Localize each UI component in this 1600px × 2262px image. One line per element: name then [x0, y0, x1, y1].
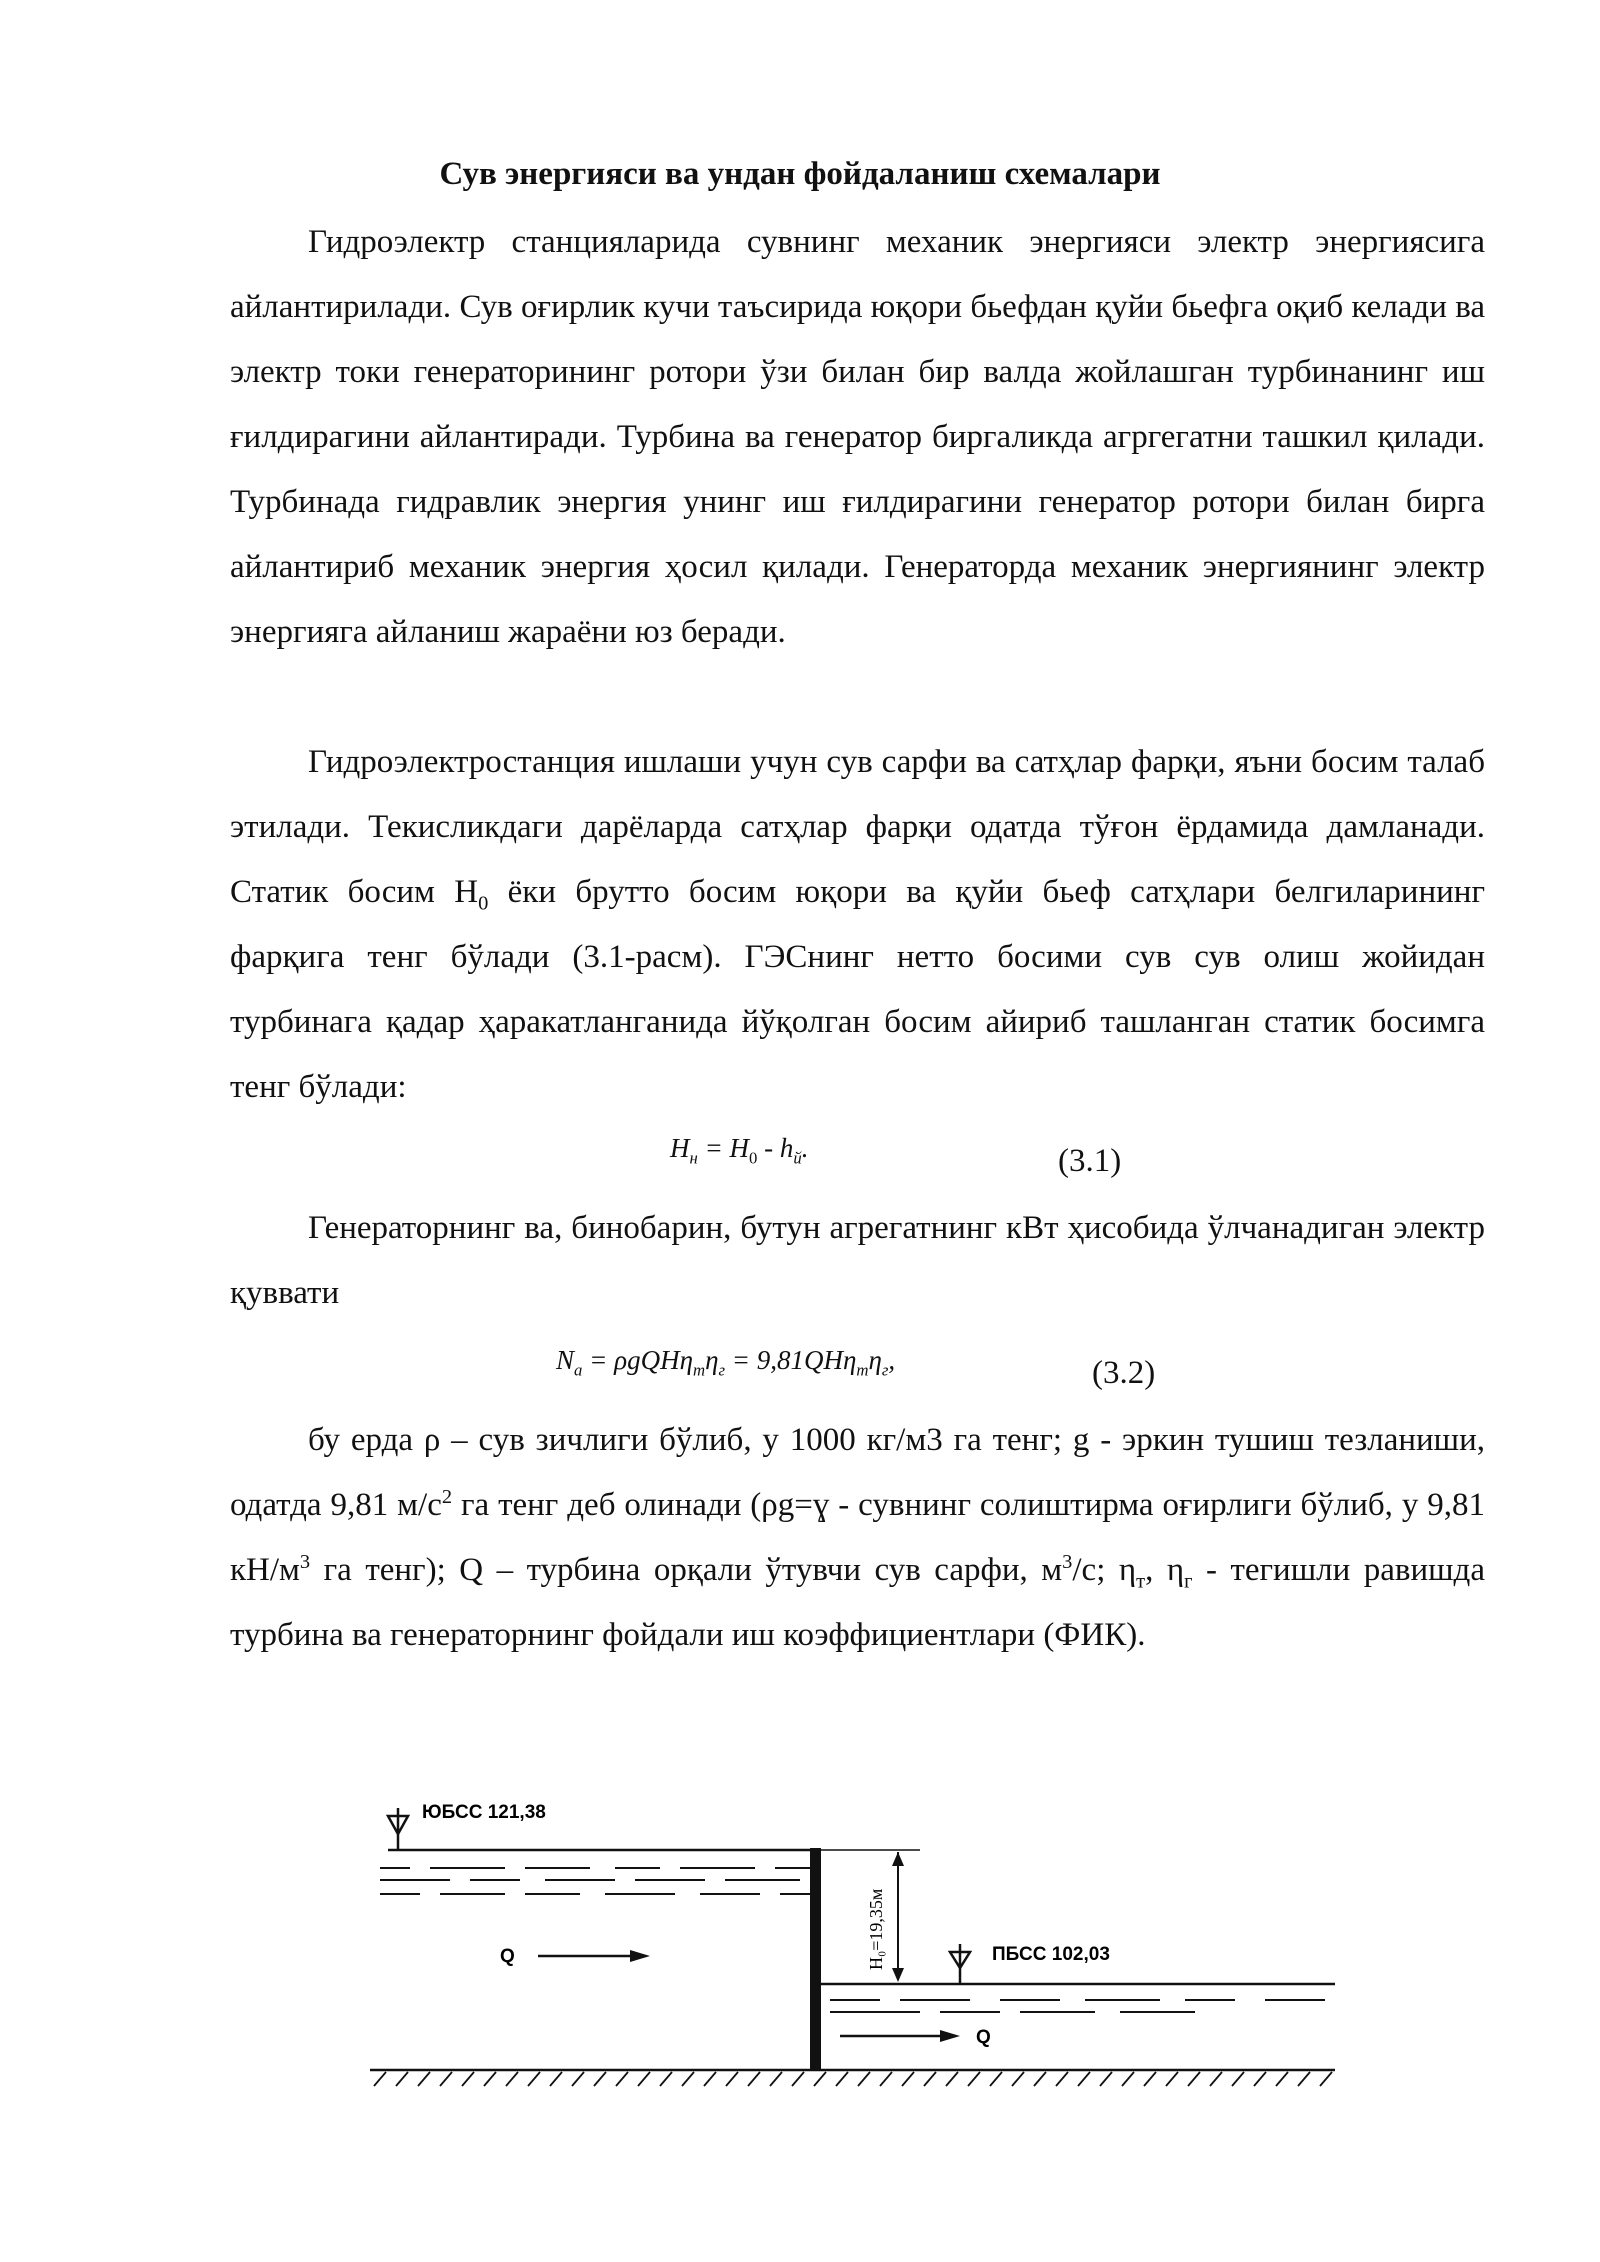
upstream-flow-arrow — [538, 1950, 650, 1962]
equation-number-3-1: (3.1) — [1058, 1143, 1122, 1179]
formula-3-2: $N_а = \rho gQH\eta_т\eta_г = 9,81QH\eta_т\eta_г$, — [556, 1345, 896, 1380]
paragraph-head: Гидроэлектростанция ишлаши учун сув сарфи ва сатҳлар фарқи, яъни босим талаб этилади. Текисликдаги дарёларда сатҳлар фарқи одатда тўғон ёрдамида дамланади. Статик босим $Н_0$ ёки брутто босим юқори ва қуйи бьеф сатҳлари белгиларининг фарқига тенг бўлади (3.1-расм). ГЭСнинг нетто босими сув сув олиш жойидан турбинага қадар ҳаракатланганида йўқолган босим айириб ташланган статик босимга тенг бўлади: — [230, 744, 1485, 1105]
head-label: H₀=19,35м — [866, 1888, 886, 1970]
lower-level-label: ПБСС 102,03 — [992, 1944, 1110, 1965]
downstream-flow-arrow — [840, 2030, 960, 2042]
paragraph-definitions: бу ерда ρ – сув зичлиги бўлиб, у 1000 кг/м3 га тенг; g - эркин тушиш тезланиши, одатда 9,81 $м/с^2$ га тенг деб олинади (ρg=ɣ - сувнинг солиштирма оғирлиги бўлиб, у 9,81 $кН/м^3$ га тенг); Q – турбина орқали ўтувчи сув сарфи, $м^3/с$; $\eta_т$, $\eta_г$ - тегишли равишда турбина ва генераторнинг фойдали иш коэффициентлари (ФИК). — [230, 1422, 1485, 1653]
ground-hatching — [374, 2072, 1332, 2086]
downstream-flow-label: Q — [976, 2027, 991, 2048]
paragraph-power: Генераторнинг ва, бинобарин, бутун агрегатнинг кВт ҳисобида ўлчанадиган электр қуввати — [230, 1210, 1485, 1311]
page-title: Сув энергияси ва ундан фойдаланиш схемалари — [439, 156, 1161, 192]
lower-water-hatching — [830, 2000, 1325, 2012]
dam-scheme-figure — [360, 1780, 1360, 2100]
paragraph-intro: Гидроэлектр станцияларида сувнинг механик энергияси электр энергиясига айлантирилади. Сув оғирлик кучи таъсирида юқори бьефдан қуйи бьефга оқиб келади ва электр токи генераторининг ротори ўзи билан бир валда жойлашган турбинанинг иш ғилдирагини айлантиради. Турбина ва генератор биргаликда агргегатни ташкил қилади. Турбинада гидравлик энергия унинг иш ғилдирагини генератор ротори билан бирга айлантириб механик энергия ҳосил қилади. Генераторда механик энергиянинг электр энергияга айланиш жараёни юз беради. — [230, 224, 1485, 650]
formula-3-1: $H_н = H_0 - h_й$. — [670, 1133, 809, 1168]
upper-level-label: ЮБСС 121,38 — [422, 1802, 546, 1823]
upper-water-hatching — [380, 1868, 810, 1894]
equation-number-3-2: (3.2) — [1092, 1355, 1156, 1391]
upstream-flow-label: Q — [500, 1946, 515, 1967]
dam-wall — [810, 1848, 821, 2070]
